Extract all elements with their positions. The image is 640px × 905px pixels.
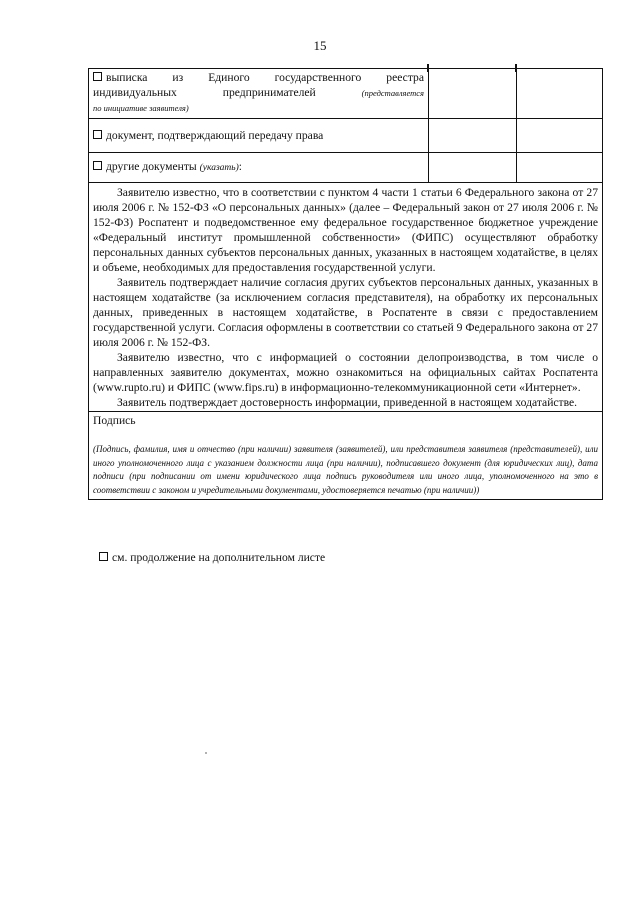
signature-note: (Подпись, фамилия, имя и отчество (при наличии) заявителя (заявителей), или представителя заявителя (представителей), или иного уполномоченного лица с указанием должности лица (при наличии), подписавшего документ (для юридических лиц), дата подписи (при подписании от имени юридического лица подпись руководителя или иного лица, уполномоченного на это в соответствии с законом и учредительными документами, удостоверяется печатью (при наличии)) — [93, 444, 598, 495]
continuation-line — [99, 551, 325, 564]
empty-cell — [429, 153, 517, 183]
row-transfer-document — [89, 119, 603, 153]
extract-note-end: по инициативе заявителя) — [93, 103, 189, 113]
page-number: 15 — [313, 38, 327, 53]
signature-label: Подпись — [93, 414, 136, 427]
signature-cell — [89, 412, 603, 500]
other-docs-cell: другие документы (указать): — [89, 153, 429, 183]
signature-field[interactable] — [93, 428, 598, 443]
consent-cell — [89, 183, 603, 412]
scan-speck — [205, 752, 207, 754]
empty-cell — [429, 119, 517, 153]
empty-cell — [517, 119, 603, 153]
consent-paragraph-1: Заявителю известно, что в соответствии с пунктом 4 части 1 статьи 6 Федерального закона от 27 июля 2006 г. № 152-ФЗ «О персональных данных» (далее – Федеральный закон от 27 июля 2006 г. № 152-ФЗ) Роспатент и подведомственное ему федеральное государственное бюджетное учреждение «Федеральный институт промышленной собственности» (ФИПС) осуществляют обработку персональных данных субъектов персональных данных, указанных в настоящем ходатайстве, в целях и объеме, необходимых для предоставления государственной услуги. — [93, 186, 598, 274]
checkbox-continuation[interactable] — [99, 552, 108, 561]
extract-note-start: (представляется — [361, 88, 424, 98]
consent-paragraph-2: Заявитель подтверждает наличие согласия других субъектов персональных данных, указанных в настоящем ходатайстве (за исключением согласия представителя), на обработку их персональных данных, приведенных в настоящем ходатайстве, в Роспатенте в связи с предоставлением государственной услуги. Согласия оформлены в соответствии со статьей 9 Федерального закона от 27 июля 2006 г. № 152-ФЗ. — [93, 276, 598, 349]
transfer-doc-cell: документ, подтверждающий передачу права — [89, 119, 429, 153]
consent-paragraph-4: Заявитель подтверждает достоверность информации, приведенной в настоящем ходатайстве. — [117, 396, 578, 409]
empty-cell — [429, 69, 517, 119]
row-extract-register — [89, 69, 603, 119]
empty-cell — [517, 69, 603, 119]
checkbox-other-docs[interactable] — [93, 161, 102, 170]
row-other-documents — [89, 153, 603, 183]
extract-line-2: индивидуальных предпринимателей (представляется — [93, 86, 424, 99]
extract-line-1: выписка из Единого государственного реестра — [93, 70, 424, 85]
row-signature — [89, 412, 603, 500]
continuation-label: см. продолжение на дополнительном листе — [112, 551, 326, 564]
checkbox-extract[interactable] — [93, 72, 102, 81]
checkbox-transfer-doc[interactable] — [93, 130, 102, 139]
consent-paragraph-3: Заявителю известно, что с информацией о состоянии делопроизводства, в том числе о направленных заявителю документах, можно ознакомиться на официальных сайтах Роспатента (www.rupto.ru) и ФИПС (www.fips.ru) в информационно-телекоммуникационной сети «Интернет». — [93, 351, 598, 394]
empty-cell — [517, 153, 603, 183]
row-consent — [89, 183, 603, 412]
petition-table — [88, 68, 603, 500]
extract-register-cell — [89, 69, 429, 119]
